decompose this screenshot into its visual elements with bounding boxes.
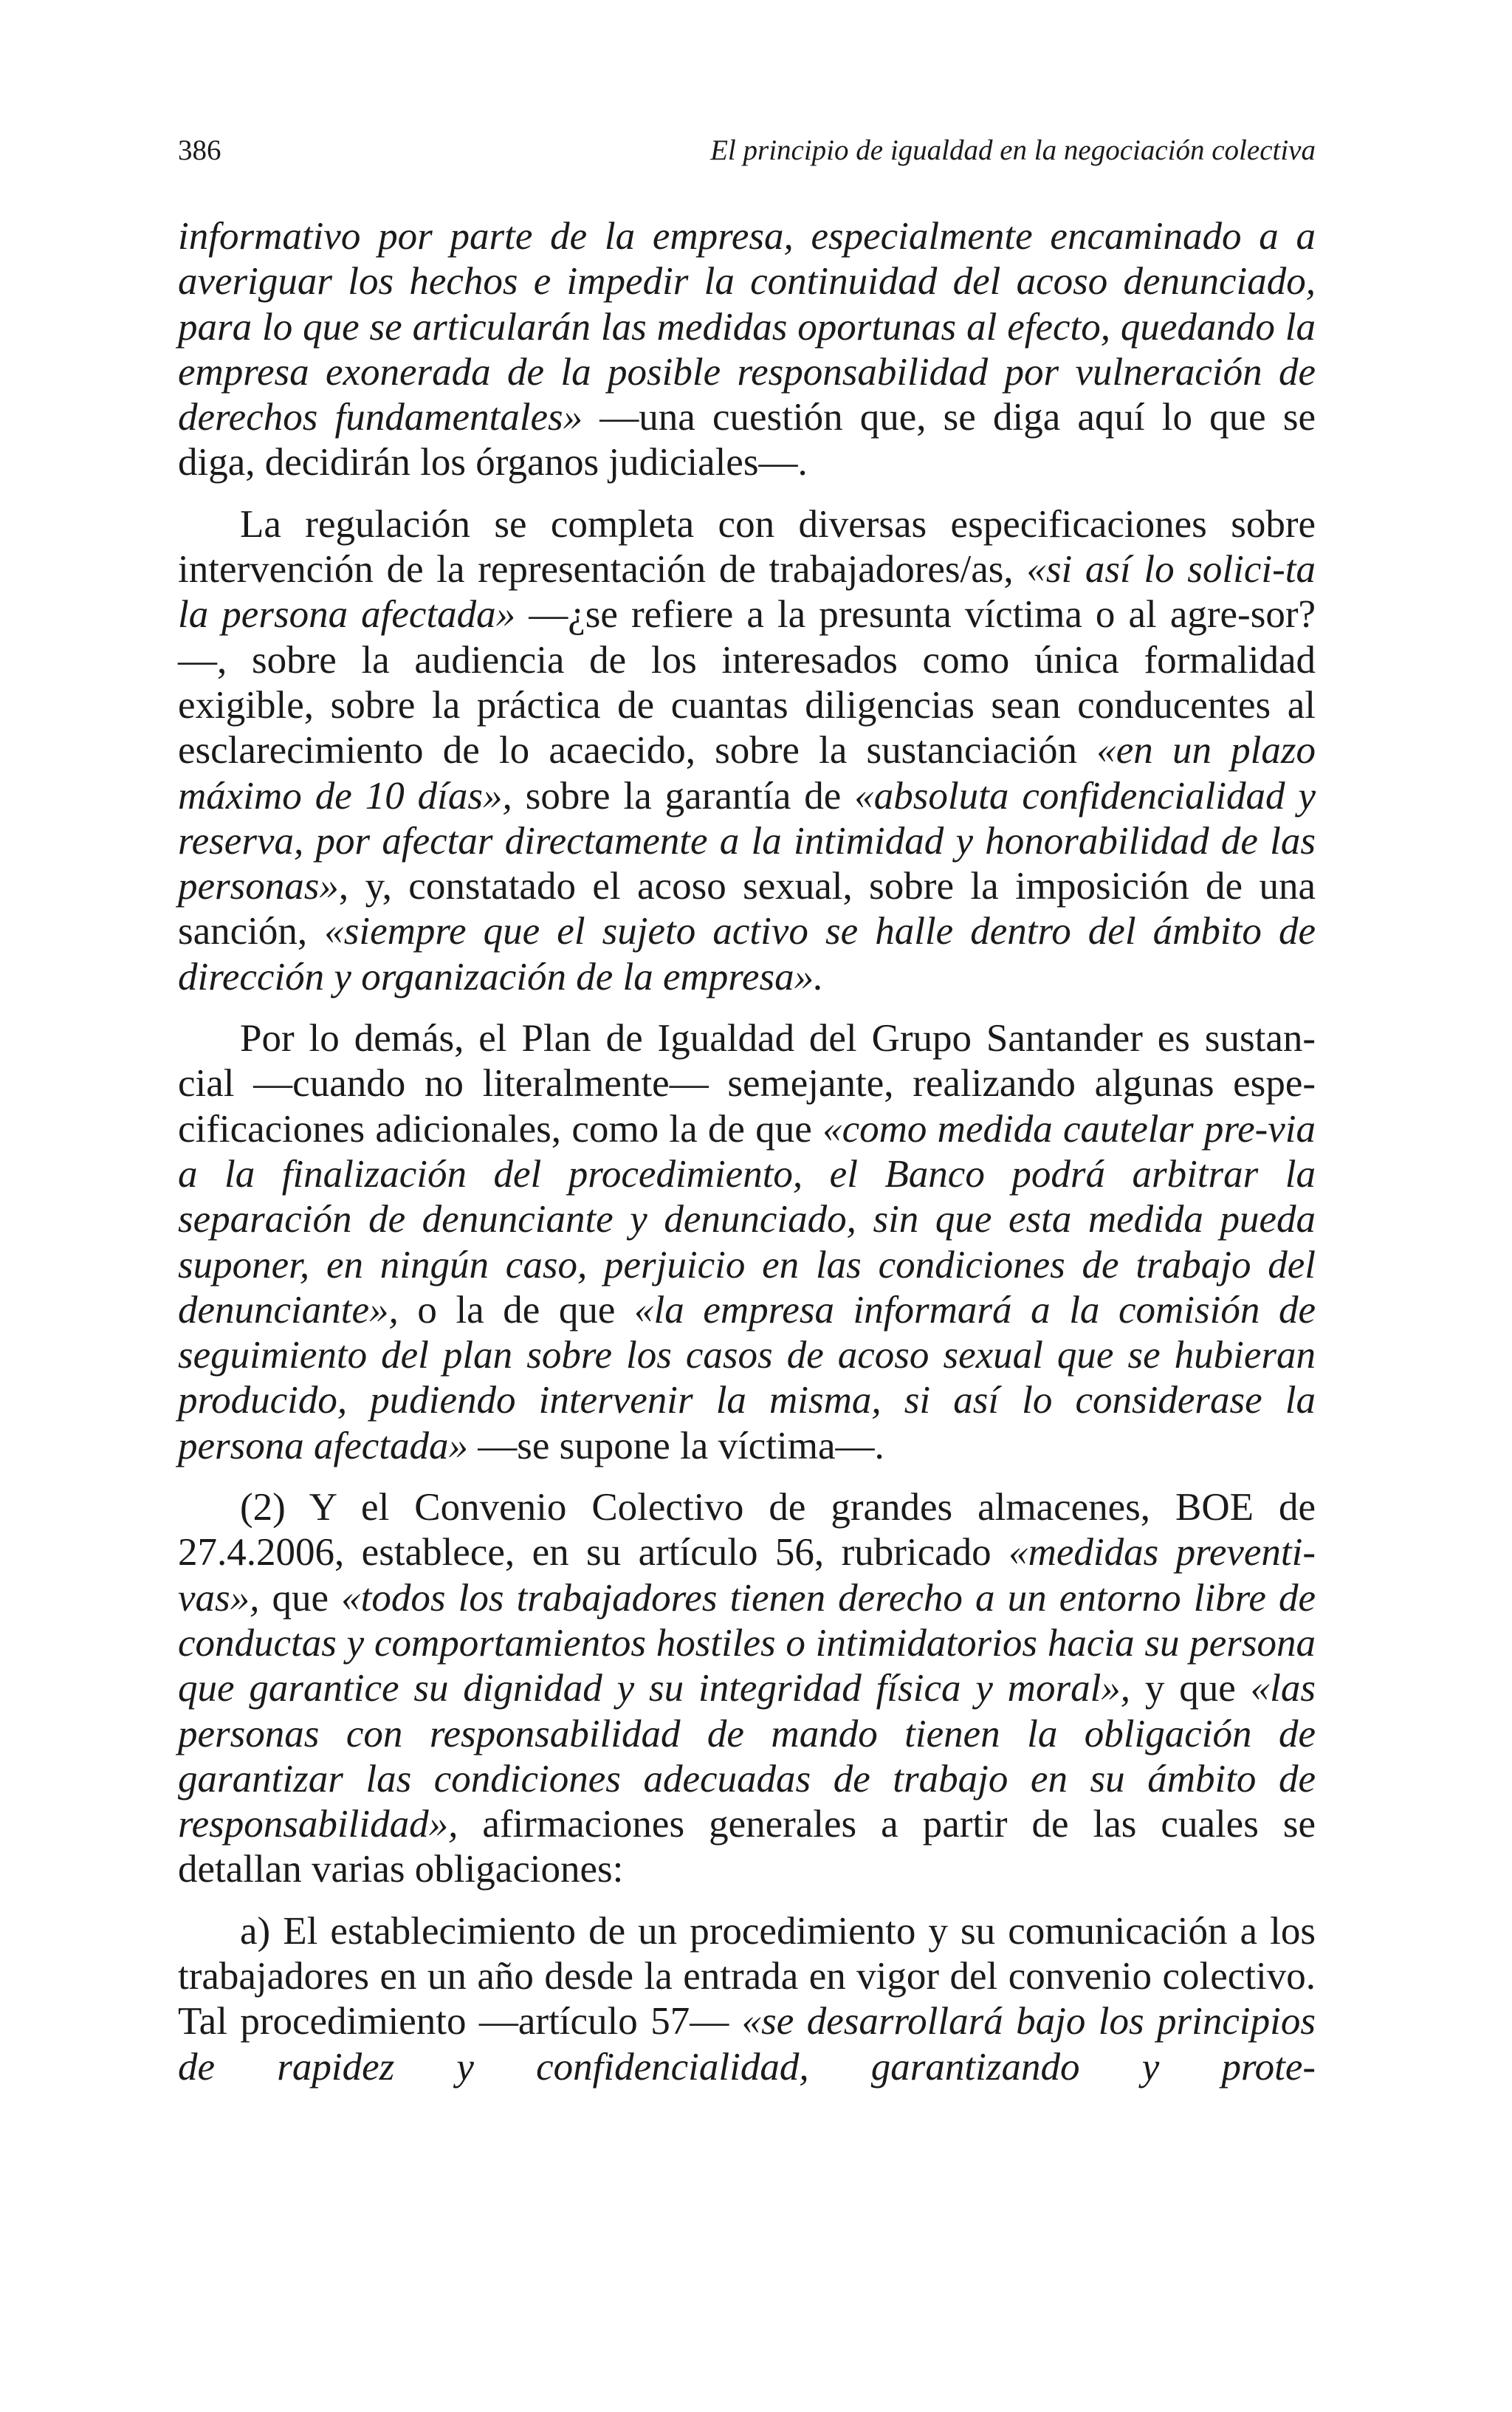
running-header	[178, 133, 1316, 168]
text-run-italic: «en un plazo máximo de 10 días»,	[178, 729, 1316, 818]
paragraph	[178, 1016, 1316, 1469]
text-run-italic: «las personas con responsabilidad de mando tienen la obligación de garantizar las condiciones adecuadas de trabajo en su ámbito de responsabilidad»,	[178, 1667, 1316, 1846]
text-run-italic: «como medida cautelar pre-via a la finalización del procedimiento, el Banco podrá arbitrar la separación de denunciante y denunciado, sin que esta medida pueda suponer, en ningún caso, perjuicio en las condiciones de trabajo del denunciante»,	[178, 1107, 1316, 1332]
paragraph	[178, 214, 1316, 486]
paragraph	[178, 502, 1316, 1000]
text-run: , y, constatado el acoso sexual, sobre la imposición de una sanción,	[178, 865, 1316, 953]
text-run: que	[259, 1576, 342, 1620]
text-run: o la de que	[398, 1288, 635, 1332]
text-run: sobre la garantía de	[512, 774, 855, 818]
text-run-italic: «la empresa informará a la comisión de seguimiento del plan sobre los casos de acoso sexual que se hubieran producido, pudiendo intervenir la misma, si así lo considerase la persona afectada»	[178, 1288, 1316, 1467]
page-number: 386	[178, 134, 221, 166]
text-run-italic: «si así lo solici-ta la persona afectada»	[178, 548, 1316, 637]
text-run: (2) Y el Convenio Colectivo de grandes almacenes, BOE de 27.4.2006, establece, en su artículo 56, rubricado	[178, 1486, 1316, 1575]
text-run: —¿se refiere a la presunta víctima o al agre-sor?—, sobre la audiencia de los interesados como única formalidad exigible, sobre la práctica de cuantas diligencias sean conducentes al esclarecimiento de lo acaecido, sobre la sustanciación	[178, 593, 1316, 772]
text-run: La regulación se completa con diversas especificaciones sobre intervención de la representación de trabajadores/as,	[178, 502, 1316, 592]
body-text	[178, 214, 1316, 2090]
text-run: Por lo demás, el Plan de Igualdad del Grupo Santander es sustan-cial —cuando no literalmente— semejante, realizando algunas espe-cificaciones adicionales, como la de que	[178, 1017, 1316, 1151]
text-run: —una cuestión que, se diga aquí lo que se diga, decidirán los órganos judiciales—.	[178, 396, 1316, 484]
paragraph	[178, 1485, 1316, 1893]
text-run: —se supone la víctima—.	[468, 1424, 884, 1467]
text-run-italic: «absoluta confidencialidad y reserva, por afectar directamente a la intimidad y honorabilidad de las personas»	[178, 774, 1316, 908]
text-run: y que	[1130, 1667, 1251, 1710]
text-run-italic: «medidas preventi-vas»,	[178, 1531, 1316, 1620]
document-page	[178, 133, 1316, 2106]
text-run-italic: «todos los trabajadores tienen derecho a un entorno libre de conductas y comportamientos hostiles o intimidatorios hacia su persona que garantice su dignidad y su integridad física y moral»,	[178, 1576, 1316, 1710]
paragraph	[178, 1909, 1316, 2090]
text-run: afirmaciones generales a partir de las cuales se detallan varias obligaciones:	[178, 1803, 1316, 1891]
text-run-italic: «se desarrollará bajo los principios de rapidez y confidencialidad, garantizando y prote-	[178, 2000, 1316, 2089]
text-run-italic: informativo por parte de la empresa, especialmente encaminado a a averiguar los hechos e impedir la continuidad del acoso denunciado, para lo que se articularán las medidas oportunas al efecto, quedando la empresa exonerada de la posible responsabilidad por vulneración de derechos fundamentales»	[178, 215, 1316, 439]
text-run: a) El establecimiento de un procedimiento y su comunicación a los trabajadores en un año desde la entrada en vigor del convenio colectivo. Tal procedimiento —artículo 57—	[178, 1909, 1316, 2043]
running-title: El principio de igualdad en la negociación colectiva	[710, 134, 1316, 166]
text-run-italic: «siempre que el sujeto activo se halle dentro del ámbito de dirección y organización de la empresa».	[178, 910, 1316, 998]
